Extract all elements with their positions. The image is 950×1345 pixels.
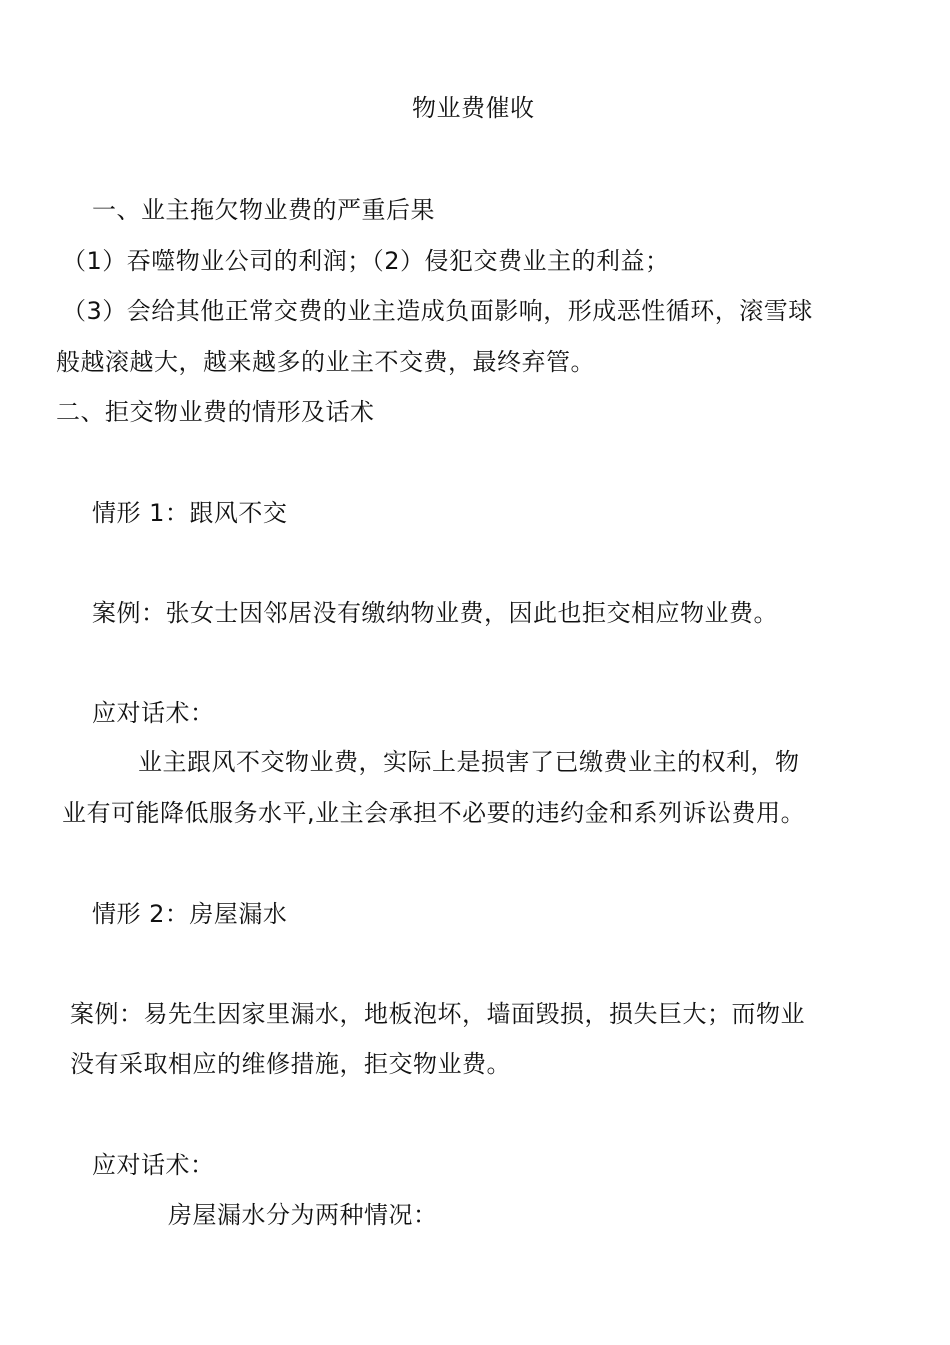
response-text-line: 业有可能降低服务水平,业主会承担不必要的违约金和系列诉讼费用。 (62, 799, 806, 827)
section-heading-consequences: 一、业主拖欠物业费的严重后果 (92, 196, 435, 224)
case-description: 案例：张女士因邻居没有缴纳物业费，因此也拒交相应物业费。 (92, 599, 778, 627)
response-text-line: 业主跟风不交物业费，实际上是损害了已缴费业主的权利，物 (138, 748, 800, 776)
scenario-heading: 情形 1：跟风不交 (92, 499, 288, 527)
case-description: 案例：易先生因家里漏水，地板泡坏，墙面毁损，损失巨大；而物业 (70, 1000, 805, 1028)
scenario-heading: 情形 2：房屋漏水 (92, 900, 288, 928)
case-description: 没有采取相应的维修措施，拒交物业费。 (70, 1050, 511, 1078)
paragraph-line: （1）吞噬物业公司的利润；（2）侵犯交费业主的利益； (62, 247, 670, 275)
page-title: 物业费催收 (412, 94, 535, 122)
paragraph-line: （3）会给其他正常交费的业主造成负面影响，形成恶性循环，滚雪球 (62, 297, 813, 325)
response-label: 应对话术： (92, 699, 215, 727)
paragraph-line: 般越滚越大，越来越多的业主不交费，最终弃管。 (56, 348, 595, 376)
response-label: 应对话术： (92, 1151, 215, 1179)
response-text-line: 房屋漏水分为两种情况： (168, 1201, 438, 1229)
section-heading-scenarios: 二、拒交物业费的情形及话术 (56, 398, 375, 426)
